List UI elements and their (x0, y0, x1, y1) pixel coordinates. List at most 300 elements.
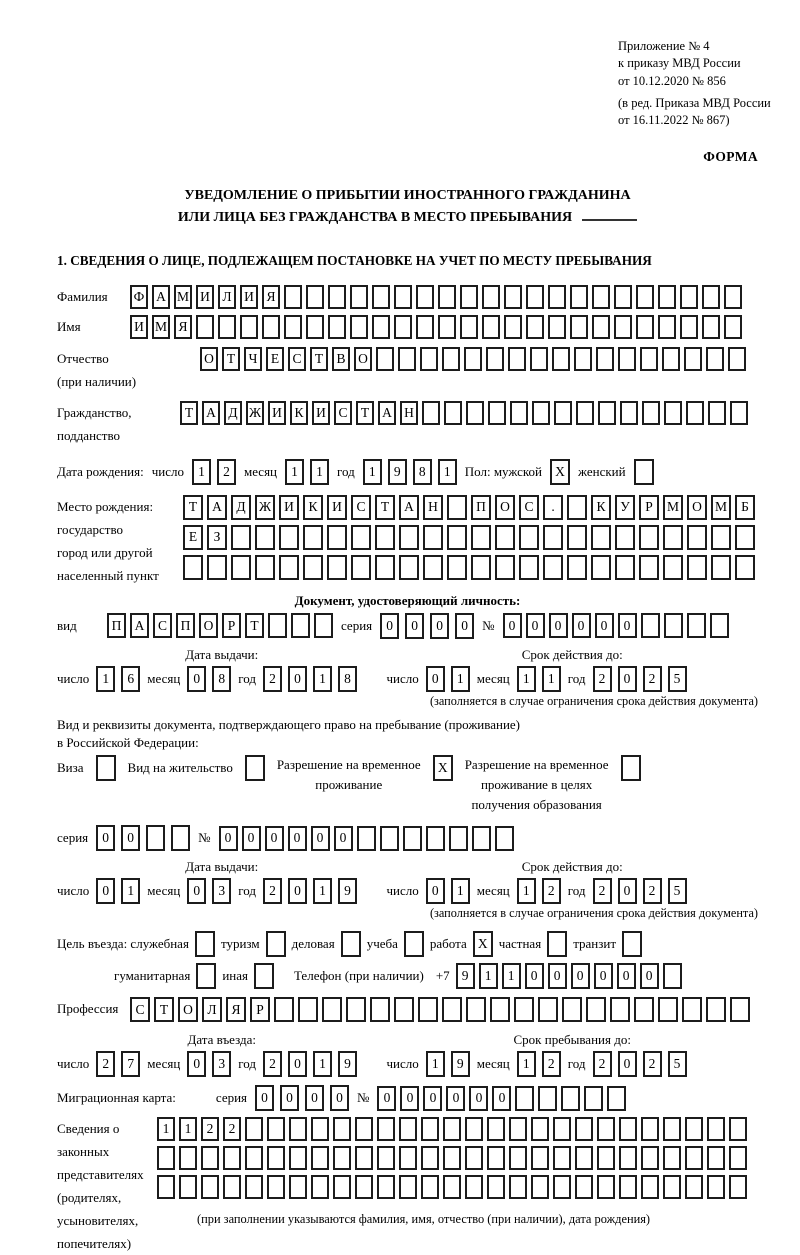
char-cell (706, 997, 726, 1022)
patronymic-label (57, 347, 200, 393)
char-cell: Ж (255, 495, 275, 520)
citizenship-label-line2: подданство (57, 427, 121, 443)
char-cell (444, 401, 462, 425)
char-cell (724, 315, 742, 339)
char-cell (487, 1117, 505, 1141)
birth-year-cells (363, 459, 457, 485)
representatives-label-line4: (родителях, (57, 1190, 122, 1206)
char-cell (641, 1175, 659, 1199)
migration-series-cells (255, 1085, 349, 1111)
entry-date-heading: Дата въезда: (187, 1032, 256, 1048)
char-cell (641, 613, 660, 638)
purpose-other-label: иная (222, 968, 248, 984)
char-cell (447, 525, 467, 550)
char-cell: О (495, 495, 515, 520)
char-cell: М (174, 285, 192, 309)
char-cell (289, 1175, 307, 1199)
annex-line-3: от 10.12.2020 № 856 (618, 73, 726, 88)
char-cell: X (473, 931, 493, 957)
char-cell: 0 (594, 963, 613, 989)
char-cell (394, 285, 412, 309)
char-cell: 8 (338, 666, 357, 692)
char-cell: 0 (219, 826, 238, 851)
char-cell: С (334, 401, 352, 425)
field-patronymic (57, 347, 758, 393)
char-cell (207, 555, 227, 580)
char-cell (268, 613, 287, 638)
char-cell (266, 931, 286, 957)
annex-header (618, 38, 771, 129)
char-cell (416, 315, 434, 339)
char-cell (398, 347, 416, 371)
stay-issue-month-cells (187, 878, 231, 904)
char-cell (592, 315, 610, 339)
char-cell: 1 (517, 1051, 536, 1077)
char-cell (443, 1117, 461, 1141)
char-cell: 0 (595, 613, 614, 638)
identity-issue-day-cells (96, 666, 140, 692)
char-cell: 0 (187, 666, 206, 692)
char-cell (377, 1175, 395, 1199)
char-cell: 0 (455, 613, 474, 639)
birth-date-label: Дата рождения: (57, 463, 144, 479)
identity-doc-series-label: серия (341, 617, 373, 633)
char-cell: 5 (668, 878, 687, 904)
char-cell: К (303, 495, 323, 520)
char-cell: 1 (313, 878, 332, 904)
entry-purpose-row2 (57, 963, 758, 989)
char-cell: 0 (469, 1086, 488, 1111)
char-cell (231, 555, 251, 580)
validity-note: (заполняется в случае ограничения срока действия документа) (429, 693, 758, 708)
char-cell (289, 1117, 307, 1141)
char-cell (592, 285, 610, 309)
stay-doc-issue-col (57, 859, 386, 904)
char-cell (729, 1175, 747, 1199)
char-cell (663, 1117, 681, 1141)
purpose-official-checkbox (195, 931, 215, 957)
char-cell: Т (183, 495, 203, 520)
char-cell: 6 (121, 666, 140, 692)
char-cell: И (130, 315, 148, 339)
residence-options (57, 755, 758, 815)
char-cell: Б (735, 495, 755, 520)
stay-doc-series-label: серия (57, 830, 89, 846)
char-cell (658, 285, 676, 309)
char-cell (306, 315, 324, 339)
char-cell (488, 401, 506, 425)
citizenship-label (57, 401, 180, 447)
char-cell: 0 (618, 878, 637, 904)
char-cell: Ф (130, 285, 148, 309)
char-cell (146, 825, 165, 851)
char-cell (267, 1146, 285, 1170)
field-given-name (57, 315, 758, 339)
purpose-work-checkbox (473, 931, 493, 957)
citizenship-label-line1: Гражданство, (57, 404, 132, 420)
char-cell: 1 (121, 878, 140, 904)
char-cell (328, 315, 346, 339)
char-cell: 0 (377, 1086, 396, 1111)
char-cell: 0 (288, 666, 307, 692)
birthplace-label-line1: Место рождения: (57, 498, 154, 514)
birthplace-row1-cells (183, 495, 755, 520)
char-cell (394, 997, 414, 1022)
char-cell (707, 1117, 725, 1141)
char-cell (597, 1175, 615, 1199)
stay-valid-day-cells (426, 878, 470, 904)
char-cell (311, 1146, 329, 1170)
char-cell (618, 347, 636, 371)
char-cell (423, 555, 443, 580)
char-cell: 1 (157, 1117, 175, 1141)
char-cell (584, 1086, 603, 1111)
char-cell: Т (245, 613, 264, 638)
field-migration-card (57, 1085, 758, 1111)
char-cell (421, 1117, 439, 1141)
surname-cells (130, 285, 742, 309)
char-cell: 1 (96, 666, 115, 692)
form-title (57, 185, 758, 228)
char-cell (707, 1175, 725, 1199)
char-cell (504, 285, 522, 309)
char-cell (514, 997, 534, 1022)
char-cell: 2 (542, 1051, 561, 1077)
char-cell: С (351, 495, 371, 520)
char-cell (179, 1175, 197, 1199)
char-cell: О (687, 495, 707, 520)
purpose-other-checkbox (254, 963, 274, 989)
char-cell (370, 997, 390, 1022)
identity-issue-month-cells (187, 666, 231, 692)
visa-checkbox (96, 755, 116, 781)
temp-residence-education-checkbox (621, 755, 641, 781)
char-cell: Я (262, 285, 280, 309)
char-cell (519, 555, 539, 580)
char-cell (223, 1175, 241, 1199)
validity-note: (заполняется в случае ограничения срока действия документа) (429, 906, 758, 921)
char-cell (495, 525, 515, 550)
identity-doc-series-cells (380, 613, 474, 639)
char-cell: Я (226, 997, 246, 1022)
char-cell (575, 1117, 593, 1141)
char-cell (255, 525, 275, 550)
purpose-business-label: деловая (291, 936, 335, 952)
char-cell: А (399, 495, 419, 520)
char-cell (245, 1146, 263, 1170)
char-cell (707, 1146, 725, 1170)
char-cell (372, 285, 390, 309)
field-birthplace (57, 495, 758, 587)
char-cell: 0 (549, 613, 568, 638)
char-cell: У (615, 495, 635, 520)
char-cell: 0 (525, 963, 544, 989)
char-cell (598, 401, 616, 425)
char-cell (311, 1175, 329, 1199)
stay-doc-dates (57, 859, 758, 904)
char-cell: З (207, 525, 227, 550)
purpose-private-label: частная (498, 936, 542, 952)
char-cell (380, 826, 399, 851)
char-cell: А (152, 285, 170, 309)
stay-doc-validity-col (386, 859, 758, 904)
year-label: год (567, 1056, 586, 1072)
char-cell (443, 1146, 461, 1170)
char-cell (231, 525, 251, 550)
char-cell (615, 525, 635, 550)
char-cell (620, 401, 638, 425)
given-name-label: Имя (57, 318, 81, 334)
residence-permit-checkbox (245, 755, 265, 781)
validity-heading: Срок действия до: (521, 646, 623, 662)
char-cell (399, 525, 419, 550)
char-cell: 0 (334, 826, 353, 851)
char-cell: 9 (456, 963, 475, 989)
day-label: число (57, 1056, 90, 1072)
char-cell (375, 555, 395, 580)
char-cell: 2 (643, 878, 662, 904)
sex-male-checkbox (550, 459, 570, 485)
day-label: число (386, 670, 419, 686)
char-cell (201, 1146, 219, 1170)
char-cell: 0 (430, 613, 449, 639)
char-cell (538, 1086, 557, 1111)
char-cell (466, 401, 484, 425)
char-cell: А (202, 401, 220, 425)
day-label: число (57, 670, 90, 686)
purpose-study-checkbox (404, 931, 424, 957)
char-cell: 3 (212, 1051, 231, 1077)
char-cell (306, 285, 324, 309)
stay-issue-day-cells (96, 878, 140, 904)
char-cell: . (543, 495, 563, 520)
identity-doc-validity-line (386, 666, 758, 692)
char-cell (303, 525, 323, 550)
char-cell (641, 1117, 659, 1141)
char-cell: И (312, 401, 330, 425)
char-cell (195, 931, 215, 957)
char-cell (377, 1117, 395, 1141)
char-cell (443, 1175, 461, 1199)
birthplace-label (57, 495, 183, 587)
char-cell: 9 (338, 1051, 357, 1077)
char-cell (322, 997, 342, 1022)
char-cell: 0 (446, 1086, 465, 1111)
char-cell: 0 (405, 613, 424, 639)
day-label: число (151, 463, 184, 479)
char-cell: Л (202, 997, 222, 1022)
char-cell (399, 1175, 417, 1199)
char-cell (171, 825, 190, 851)
char-cell: X (550, 459, 570, 485)
char-cell (183, 555, 203, 580)
char-cell (442, 347, 460, 371)
visa-label: Виза (57, 759, 84, 775)
char-cell: 0 (305, 1085, 324, 1111)
profession-label: Профессия (57, 1001, 119, 1017)
stay-until-year-cells (593, 1051, 687, 1077)
char-cell: Т (310, 347, 328, 371)
purpose-work-label: работа (429, 936, 467, 952)
char-cell: 0 (255, 1085, 274, 1111)
stay-valid-month-cells (517, 878, 561, 904)
char-cell (597, 1117, 615, 1141)
char-cell: 9 (338, 878, 357, 904)
char-cell (495, 555, 515, 580)
char-cell (355, 1175, 373, 1199)
char-cell (372, 315, 390, 339)
char-cell (735, 525, 755, 550)
char-cell: 2 (593, 878, 612, 904)
stay-until-month-cells (517, 1051, 561, 1077)
char-cell: 0 (572, 613, 591, 638)
char-cell (377, 1146, 395, 1170)
year-label: год (567, 670, 586, 686)
char-cell (641, 1146, 659, 1170)
char-cell (548, 315, 566, 339)
char-cell: 9 (388, 459, 407, 485)
char-cell (642, 401, 660, 425)
char-cell (289, 1146, 307, 1170)
char-cell (223, 1146, 241, 1170)
representatives-label-line3: представителях (57, 1167, 144, 1183)
temp-residence-label-line2: проживание (315, 776, 383, 792)
char-cell (610, 997, 630, 1022)
char-cell (350, 285, 368, 309)
char-cell: Е (183, 525, 203, 550)
char-cell (284, 315, 302, 339)
char-cell (201, 1175, 219, 1199)
char-cell: 0 (288, 878, 307, 904)
char-cell: 0 (311, 826, 330, 851)
identity-valid-day-cells (426, 666, 470, 692)
char-cell: Р (250, 997, 270, 1022)
char-cell (622, 931, 642, 957)
char-cell (547, 931, 567, 957)
representatives-row1-cells (157, 1117, 747, 1141)
char-cell (482, 285, 500, 309)
representatives-label-line1: Сведения о (57, 1121, 120, 1137)
char-cell (490, 997, 510, 1022)
purpose-tourism-label: туризм (220, 936, 260, 952)
char-cell: 1 (192, 459, 211, 485)
migration-number-cells (377, 1086, 626, 1111)
char-cell: 3 (212, 878, 231, 904)
representatives-note: (при заполнении указываются фамилия, имя, отчество (при наличии), дата рождения) (197, 1212, 651, 1227)
char-cell (526, 285, 544, 309)
char-cell (729, 1146, 747, 1170)
purpose-transit-label: транзит (573, 936, 617, 952)
char-cell: 1 (313, 1051, 332, 1077)
char-cell (729, 1117, 747, 1141)
char-cell (403, 826, 422, 851)
char-cell: А (207, 495, 227, 520)
char-cell (680, 285, 698, 309)
char-cell (554, 401, 572, 425)
field-representatives (57, 1117, 758, 1255)
char-cell: В (332, 347, 350, 371)
char-cell: 2 (201, 1117, 219, 1141)
birth-month-cells (285, 459, 329, 485)
stay-until-col (386, 1032, 758, 1077)
char-cell: 2 (263, 666, 282, 692)
char-cell: 1 (313, 666, 332, 692)
birthplace-row2-cells (183, 525, 755, 550)
char-cell (658, 315, 676, 339)
validity-heading: Срок действия до: (521, 859, 623, 875)
stay-doc-line2: в Российской Федерации: (57, 734, 199, 750)
char-cell (708, 401, 726, 425)
char-cell: 2 (263, 878, 282, 904)
char-cell: Ч (244, 347, 262, 371)
char-cell (96, 755, 116, 781)
char-cell (728, 347, 746, 371)
representatives-label-line2: законных (57, 1144, 110, 1160)
char-cell (562, 997, 582, 1022)
identity-doc-number-label: № (482, 617, 495, 633)
char-cell: Т (356, 401, 374, 425)
char-cell (351, 555, 371, 580)
stay-issue-year-cells (263, 878, 357, 904)
char-cell: Е (266, 347, 284, 371)
char-cell (663, 525, 683, 550)
char-cell (509, 1175, 527, 1199)
char-cell (702, 285, 720, 309)
char-cell (636, 285, 654, 309)
entry-dates (57, 1032, 758, 1077)
sex-female-label: женский (578, 463, 626, 479)
char-cell (526, 315, 544, 339)
char-cell: 1 (517, 878, 536, 904)
phone-cells (456, 963, 682, 989)
char-cell: 0 (288, 826, 307, 851)
char-cell: 0 (618, 666, 637, 692)
char-cell (663, 1175, 681, 1199)
char-cell (663, 963, 682, 989)
char-cell (509, 1146, 527, 1170)
char-cell (730, 401, 748, 425)
purpose-private-checkbox (547, 931, 567, 957)
char-cell: И (327, 495, 347, 520)
char-cell: К (591, 495, 611, 520)
char-cell: 1 (438, 459, 457, 485)
char-cell: Т (180, 401, 198, 425)
char-cell (553, 1117, 571, 1141)
residence-permit-label: Вид на жительство (127, 759, 233, 775)
annex-line-1: Приложение № 4 (618, 39, 710, 53)
char-cell: 5 (668, 1051, 687, 1077)
representatives-label-line6: попечителях) (57, 1236, 132, 1252)
entry-purpose-row1 (57, 931, 758, 957)
char-cell (355, 1117, 373, 1141)
birthplace-cells-stack (183, 495, 755, 580)
char-cell: М (711, 495, 731, 520)
char-cell: 0 (187, 878, 206, 904)
stay-doc-issue-line (57, 878, 386, 904)
identity-valid-year-cells (593, 666, 687, 692)
char-cell: С (153, 613, 172, 638)
char-cell: 0 (426, 666, 445, 692)
char-cell (255, 555, 275, 580)
sex-female-checkbox (634, 459, 654, 485)
char-cell (619, 1146, 637, 1170)
char-cell: 0 (426, 878, 445, 904)
identity-doc-type-label: вид (57, 617, 77, 633)
char-cell (710, 613, 729, 638)
char-cell (552, 347, 570, 371)
char-cell (548, 285, 566, 309)
char-cell (466, 997, 486, 1022)
